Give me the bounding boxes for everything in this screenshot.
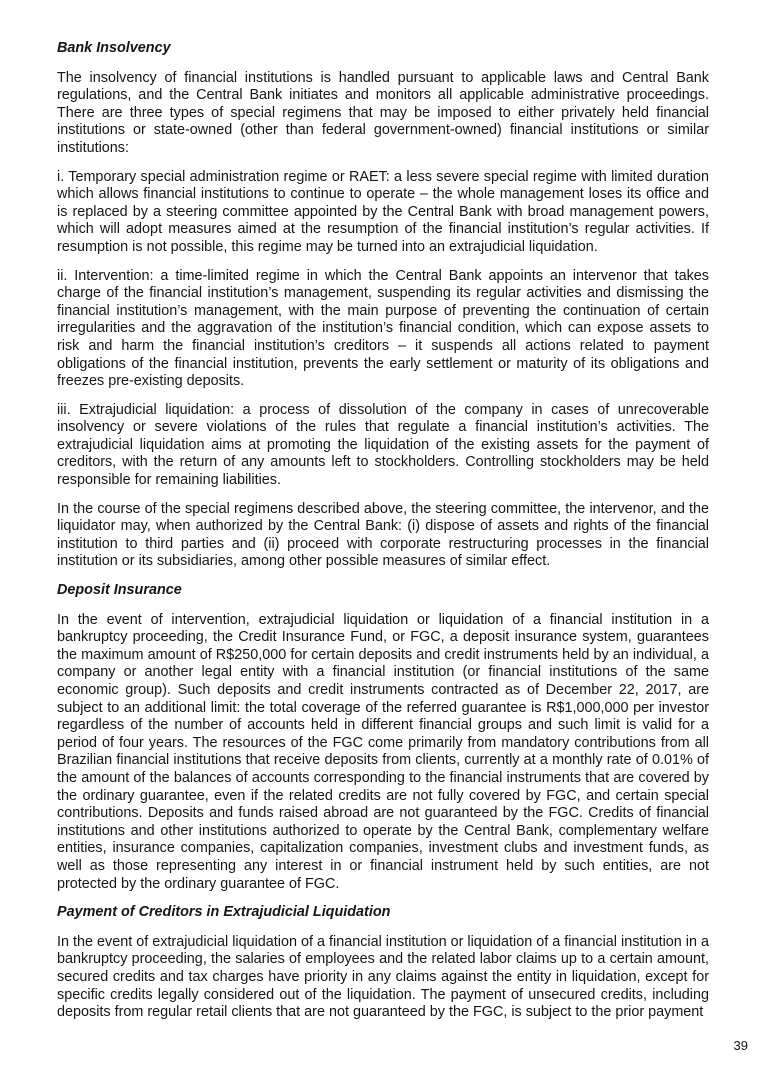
section-heading: Deposit Insurance	[57, 582, 182, 599]
section-bank-insolvency	[57, 40, 709, 571]
page-number: 39	[733, 1038, 748, 1054]
paragraph: The insolvency of financial institutions is handled pursuant to applicable laws and Central Bank regulations, and the Central Bank initiates and monitors all applicable administrative proceedings. There are three types of special regimens that may be imposed to either privately held financial institutions or state-owned (other than federal government-owned) financial institutions or similar institutions:	[57, 69, 709, 156]
section-heading: Payment of Creditors in Extrajudicial Liquidation	[57, 904, 391, 921]
section-deposit-insurance	[57, 582, 709, 893]
paragraph: iii. Extrajudicial liquidation: a process of dissolution of the company in cases of unrecoverable insolvency or severe violations of the rules that regulate a financial institution’s activities. The extrajudicial liquidation aims at promoting the liquidation of the existing assets for the payment of creditors, with the return of any amounts left to stockholders. Controlling stockholders may be held responsible for remaining liabilities.	[57, 401, 709, 489]
paragraph: i. Temporary special administration regime or RAET: a less severe special regime with limited duration which allows financial institutions to continue to operate – the whole management loses its office and is replaced by a steering committee appointed by the Central Bank with broad management powers, which will adopt measures aimed at the resumption of the financial institution’s regular activities. If resumption is not possible, this regime may be turned into an extrajudicial liquidation.	[57, 168, 709, 255]
section-heading: Bank Insolvency	[57, 40, 171, 56]
paragraph: ii. Intervention: a time-limited regime in which the Central Bank appoints an intervenor that takes charge of the financial institution’s management, suspending its regular activities and dismissing the financial institution’s management, with the main purpose of preventing the continuation of certain irregularities and the aggravation of the institution’s financial condition, which can expose assets to risk and harm the financial institution’s creditors – it suspends all actions related to payment obligations of the financial institution, prevents the early settlement or maturity of its obligations and freezes pre-existing deposits.	[57, 267, 709, 390]
section-payment-of-creditors	[57, 904, 709, 1022]
paragraph: In the event of extrajudicial liquidation of a financial institution or liquidation of a financial institution in a bankruptcy proceeding, the salaries of employees and the related labor claims up to a certain amount, secured credits and tax charges have priority in any claims against the entity in liquidation, except for specific credits legally considered out of the liquidation. The payment of unsecured credits, including deposits from regular retail clients that are not guaranteed by the FGC, is subject to the prior payment	[57, 933, 709, 1021]
paragraph: In the course of the special regimens described above, the steering committee, the intervenor, and the liquidator may, when authorized by the Central Bank: (i) dispose of assets and rights of the financial institution to third parties and (ii) proceed with corporate restructuring processes in the financial institution or its subsidiaries, among other possible measures of similar effect.	[57, 500, 709, 570]
paragraph: In the event of intervention, extrajudicial liquidation or liquidation of a financial institution in a bankruptcy proceeding, the Credit Insurance Fund, or FGC, a deposit insurance system, guarantees the maximum amount of R$250,000 for certain deposits and credit instruments held by an individual, a company or another legal entity with a financial institution (or financial institutions of the same economic group). Such deposits and credit instruments contracted as of December 22, 2017, are subject to an additional limit: the total coverage of the referred guarantee is R$1,000,000 per investor regardless of the number of accounts held in different financial groups and such limit is valid for a period of four years. The resources of the FGC come primarily from mandatory contributions from all Brazilian financial institutions that receive deposits from clients, currently at a monthly rate of 0.01% of the amount of the balances of accounts corresponding to the financial instruments that are covered by the ordinary guarantee, even if the related credits are not fully covered by FGC, and certain special contributions. Deposits and funds raised abroad are not guaranteed by the FGC. Credits of financial institutions and other institutions authorized to operate by the Central Bank, complementary welfare entities, insurance companies, capitalization companies, investment clubs and investment funds, as well as those representing any interest in or financial instrument held by such entities, are not protected by the ordinary guarantee of FGC.	[57, 611, 709, 892]
